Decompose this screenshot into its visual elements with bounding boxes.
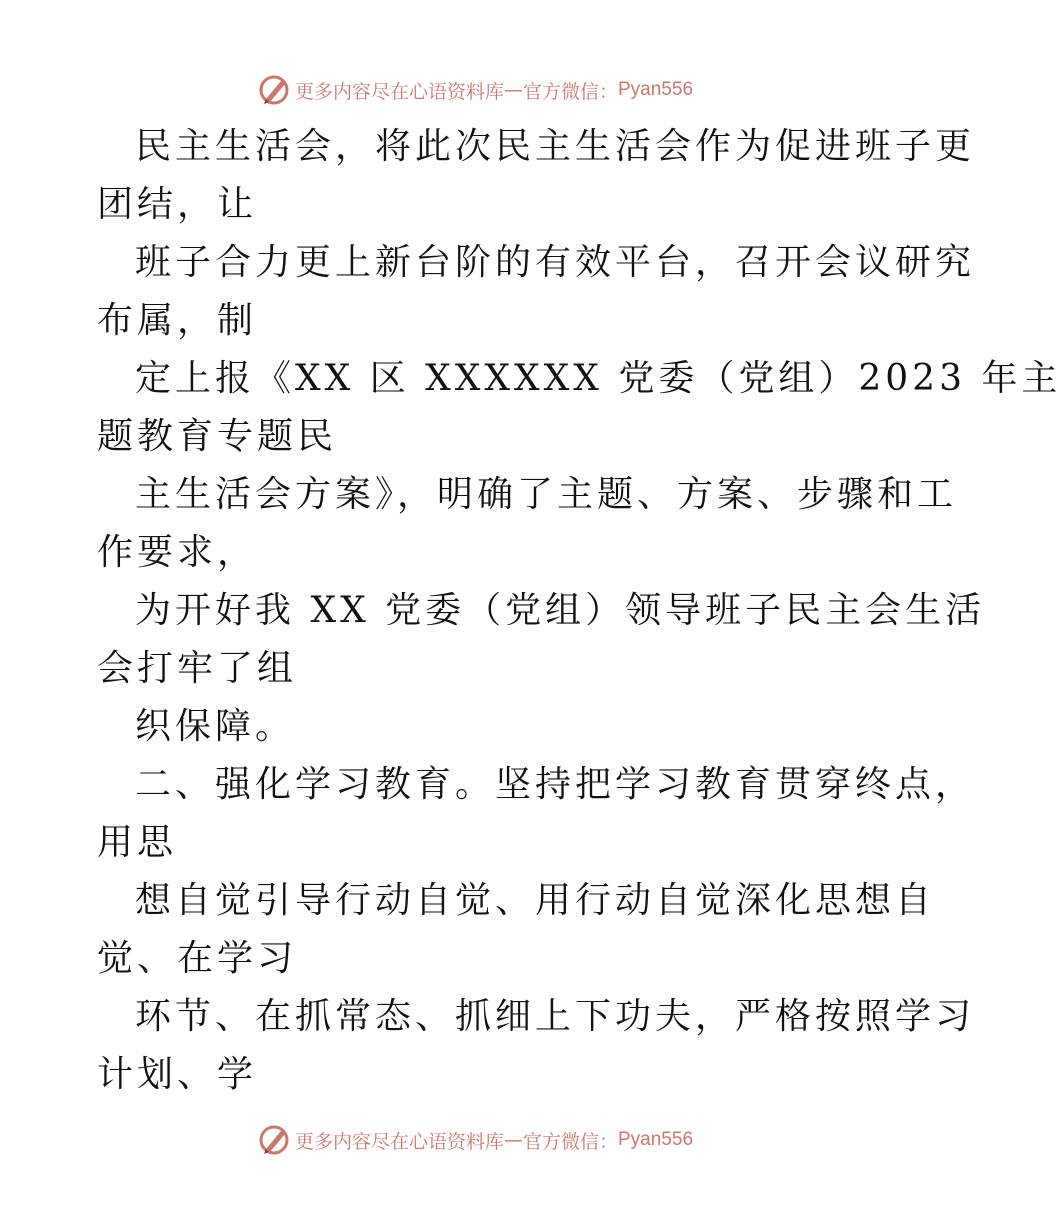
body-line: 计划、学 [97, 1054, 258, 1095]
banner-wechat-id: Pyan556 [618, 79, 694, 100]
body-line: 二、强化学习教育。坚持把学习教育贯穿终点， [135, 764, 976, 805]
body-line: 会打牢了组 [97, 648, 298, 689]
banner-text: 更多内容尽在心语资料库 [294, 80, 504, 103]
body-line: 想自觉引导行动自觉、用行动自觉深化思想自 [135, 880, 936, 921]
banner-wechat-id: Pyan556 [618, 1129, 694, 1150]
body-line: 布属，制 [97, 300, 258, 341]
pen-seal-icon [257, 1123, 291, 1157]
body-line: 题教育专题民 [97, 416, 338, 457]
banner-label: 官方微信： [522, 1130, 618, 1153]
banner-label: 官方微信： [522, 80, 618, 103]
footer-banner [0, 1120, 950, 1160]
body-line: 用思 [97, 822, 178, 863]
body-line: 作要求， [97, 532, 258, 573]
body-line: 觉、在学习 [97, 938, 298, 979]
body-line: 民主生活会，将此次民主生活会作为促进班子更 [135, 126, 976, 167]
banner-separator: — [503, 1129, 523, 1151]
body-line: 主生活会方案》，明确了主题、方案、步骤和工 [135, 474, 958, 515]
body-line: 团结，让 [97, 184, 258, 225]
banner-text: 更多内容尽在心语资料库 [294, 1130, 504, 1153]
body-line: 织保障。 [135, 706, 296, 747]
body-line: 班子合力更上新台阶的有效平台，召开会议研究 [135, 242, 976, 283]
body-line: 环节、在抓常态、抓细上下功夫，严格按照学习 [135, 996, 976, 1037]
body-line: 定上报《XX 区 XXXXXX 党委（党组）2023 年主 [135, 358, 1061, 399]
body-line: 为开好我 XX 党委（党组）领导班子民主会生活 [135, 590, 986, 631]
banner-separator: — [503, 79, 523, 101]
